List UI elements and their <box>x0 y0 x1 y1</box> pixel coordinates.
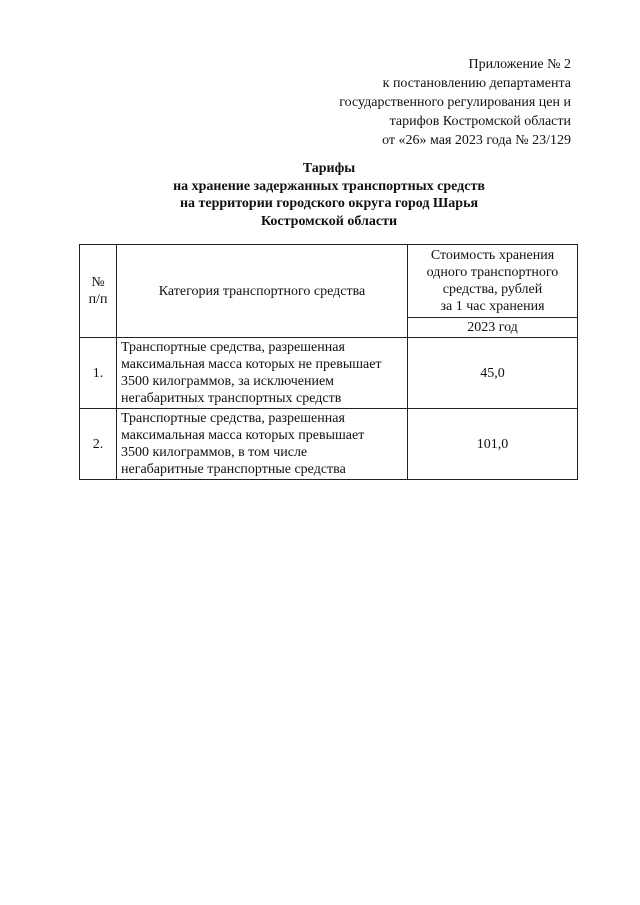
category-line: негабаритные транспортные средства <box>121 462 346 477</box>
appendix-line: тарифов Костромской области <box>389 114 571 129</box>
title-line: на хранение задержанных транспортных средств <box>173 178 485 194</box>
row-value: 101,0 <box>408 409 578 480</box>
document-title <box>80 160 578 230</box>
appendix-header <box>339 55 571 150</box>
header-cost-line: средства, рублей <box>442 282 543 297</box>
row-number: 1. <box>80 338 117 409</box>
header-num-line: № <box>91 275 105 290</box>
table-row <box>80 409 578 480</box>
row-number: 2. <box>80 409 117 480</box>
appendix-line: Приложение № 2 <box>468 57 571 72</box>
header-cost-cell <box>408 245 578 318</box>
appendix-line: от «26» мая 2023 года № 23/129 <box>382 133 571 148</box>
header-num-line: п/п <box>88 292 108 307</box>
header-category-cell: Категория транспортного средства <box>117 245 408 338</box>
category-line: 3500 килограммов, в том числе <box>121 445 308 460</box>
header-cost-line: Стоимость хранения <box>430 248 555 263</box>
row-value: 45,0 <box>408 338 578 409</box>
category-line: негабаритных транспортных средств <box>121 391 342 406</box>
table-row <box>80 338 578 409</box>
header-year-cell: 2023 год <box>408 318 578 338</box>
category-line: Транспортные средства, разрешенная <box>121 340 345 355</box>
title-line: Тарифы <box>302 161 356 176</box>
row-category <box>117 409 408 480</box>
header-cost-line: за 1 час хранения <box>440 299 545 314</box>
title-line: на территории городского округа город Шарья <box>179 196 479 211</box>
row-category <box>117 338 408 409</box>
appendix-line: к постановлению департамента <box>382 76 571 91</box>
category-line: 3500 килограммов, за исключением <box>121 374 335 389</box>
header-num-cell <box>80 245 117 338</box>
table-header-row <box>80 245 578 318</box>
tariffs-table <box>79 244 578 480</box>
appendix-line: государственного регулирования цен и <box>339 95 571 110</box>
category-line: Транспортные средства, разрешенная <box>121 411 345 426</box>
category-line: максимальная масса которых превышает <box>121 428 365 443</box>
title-line: Костромской области <box>260 213 398 229</box>
header-cost-line: одного транспортного <box>426 265 559 280</box>
category-line: максимальная масса которых не превышает <box>121 357 382 372</box>
